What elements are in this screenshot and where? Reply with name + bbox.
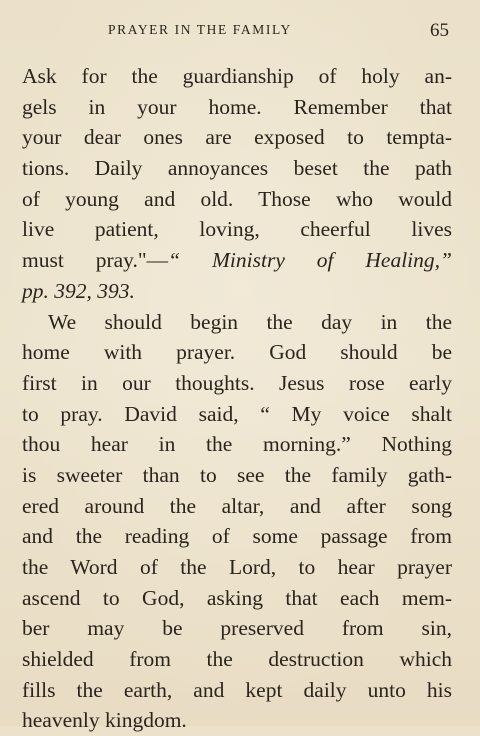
text-line: to pray. David said, “ My voice shalt — [22, 401, 452, 426]
text-line: thou hear in the morning.” Nothing — [22, 432, 452, 457]
text-line-part: must pray."— — [22, 248, 169, 273]
text-line: the Word of the Lord, to hear prayer — [22, 555, 452, 579]
text-line: ber may be preserved from sin, — [22, 616, 452, 641]
text-line: tions. Daily annoyances beset the path — [22, 156, 452, 181]
text-line: ascend to God, asking that each mem- — [22, 585, 452, 610]
text-line: first in our thoughts. Jesus rose early — [22, 370, 452, 395]
text-line: fills the earth, and kept daily unto his — [22, 677, 452, 702]
paragraph-start-line: We should begin the day in the — [48, 309, 452, 334]
running-title: PRAYER IN THE FAMILY — [108, 22, 292, 37]
text-line: live patient, loving, cheerful lives — [22, 217, 452, 242]
body-text — [22, 61, 452, 736]
citation-pages: pp. 392, 393. — [22, 278, 135, 303]
text-line — [22, 245, 452, 276]
running-header — [0, 20, 480, 44]
text-line: ered around the altar, and after song — [22, 493, 452, 518]
text-line: shielded from the destruction which — [22, 647, 452, 672]
text-line: of young and old. Those who would — [22, 186, 452, 211]
text-line-last: heavenly kingdom. — [22, 708, 187, 733]
text-line: your dear ones are exposed to tempta- — [22, 125, 452, 150]
source-citation: “ Ministry of Healing,” — [168, 248, 452, 273]
text-line: and the reading of some passage from — [22, 524, 452, 549]
page-number: 65 — [430, 20, 449, 41]
text-line: is sweeter than to see the family gath- — [22, 462, 452, 487]
text-line: home with prayer. God should be — [22, 340, 452, 365]
text-line: Ask for the guardianship of holy an- — [22, 64, 452, 88]
text-line: gels in your home. Remember that — [22, 94, 452, 119]
